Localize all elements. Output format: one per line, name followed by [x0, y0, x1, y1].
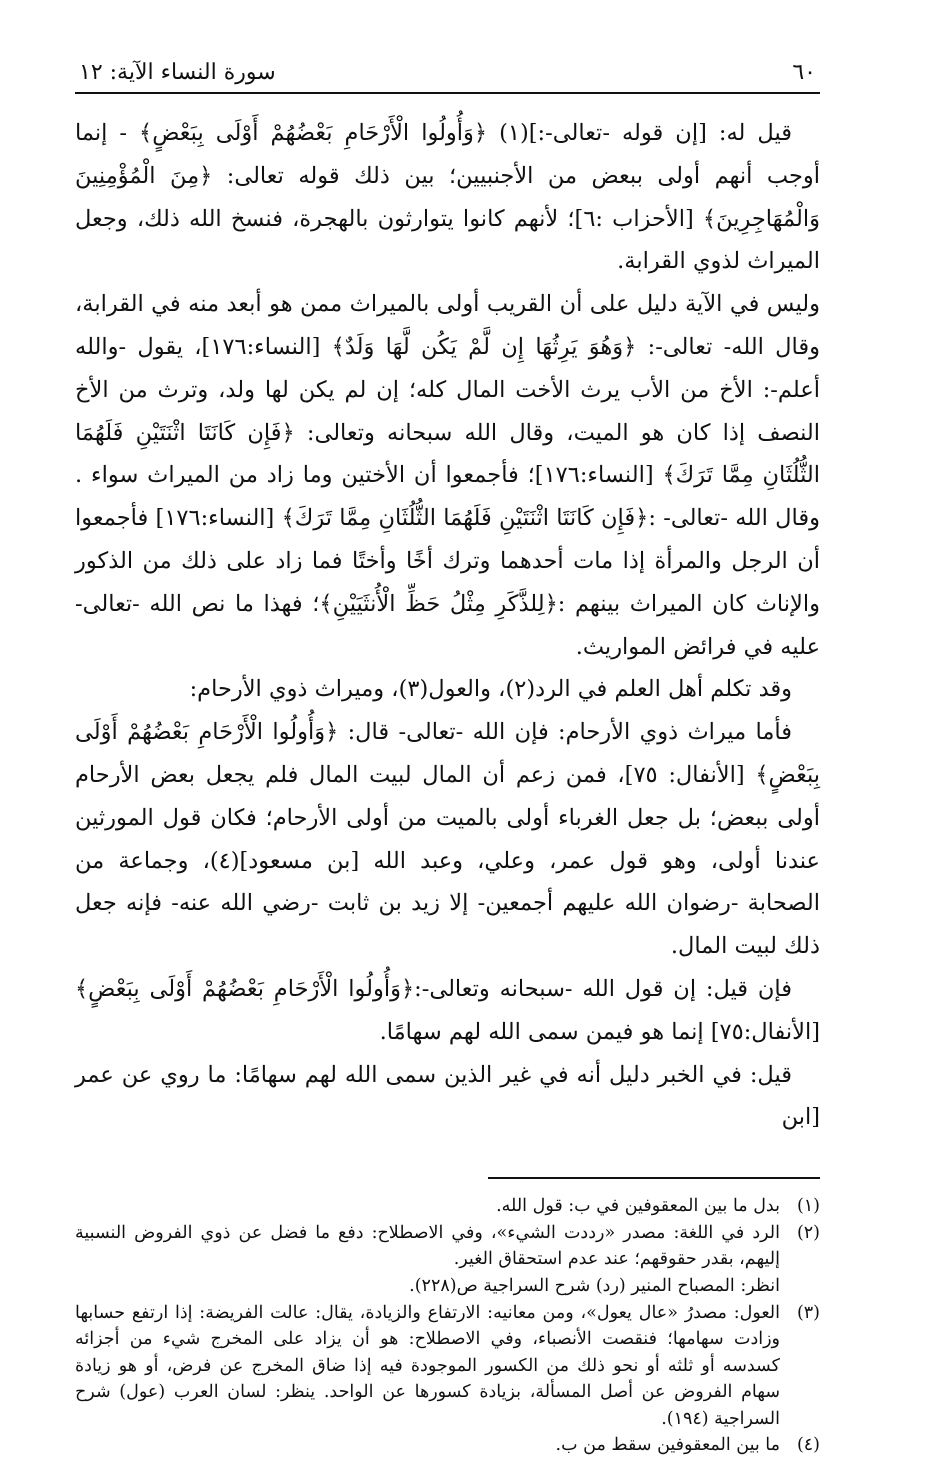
header-divider — [75, 92, 820, 94]
running-title: سورة النساء الآية: ١٢ — [79, 60, 276, 85]
footnote-line: الرد في اللغة: مصدر «رددت الشيء»، وفي الاصطلاح: دفع ما فضل عن ذوي الفروض النسبية إليهم، بقدر حقوقهم؛ عند عدم استحقاق الغير. — [75, 1222, 780, 1270]
footnote — [75, 1193, 820, 1220]
footnote-number: (١) — [796, 1196, 820, 1217]
main-text — [75, 112, 820, 1139]
paragraph: فأما ميراث ذوي الأرحام: فإن الله -تعالى- قال: ﴿وَأُولُوا الْأَرْحَامِ بَعْضُهُمْ أَوْلَى بِبَعْضٍ﴾ [الأنفال: ٧٥]، فمن زعم أن المال لبيت المال فلم يجعل بعض الأرحام أولى ببعض؛ بل جعل الغرباء أولى بالميت من أولى الأرحام؛ فكان قول المورثين عندنا أولى، وهو قول عمر، وعلي، وعبد الله [بن مسعود](٤)، وجماعة من الصحابة -رضوان الله عليهم أجمعين- إلا زيد بن ثابت -رضي الله عنه- فإنه جعل ذلك لبيت المال. — [75, 719, 820, 960]
footnote-number: (٤) — [796, 1435, 820, 1456]
footnote-text — [75, 1220, 780, 1300]
footnote-number: (٣) — [796, 1302, 820, 1323]
footnotes — [75, 1193, 820, 1459]
footnote-line: ما بين المعقوفين سقط من ب. — [555, 1435, 780, 1456]
footnote-number: (٢) — [796, 1222, 820, 1243]
paragraph: قيل: في الخبر دليل أنه في غير الذين سمى الله لهم سهامًا: ما روي عن عمر [ابن — [75, 1061, 820, 1131]
book-page — [75, 58, 820, 1459]
paragraph: فإن قيل: إن قول الله -سبحانه وتعالى-:﴿وَأُولُوا الْأَرْحَامِ بَعْضُهُمْ أَوْلَى بِبَعْضٍ﴾ [الأنفال:٧٥] إنما هو فيمن سمى الله لهم سهامًا. — [75, 975, 820, 1045]
footnote-line: انظر: المصباح المنير (رد) شرح السراجية ص(٢٢٨). — [409, 1275, 780, 1296]
paragraph: وقد تكلم أهل العلم في الرد(٢)، والعول(٣)، وميراث ذوي الأرحام: — [189, 676, 792, 703]
footnote-text — [75, 1432, 780, 1459]
footnote — [75, 1300, 820, 1433]
footnote-line: العول: مصدرُ «عال يعول»، ومن معانيه: الارتفاع والزيادة، يقال: عالت الفريضة: إذا ارتفع حسابها وزادت سهامها؛ فنقصت الأنصباء، وفي الاصطلاح: هو أن يزاد على المخرج شيء من أجزائه كسدسه أو ثلثه أو نحو ذلك من الكسور الموجودة فيه إذا ضاق المخرج عن فرض، أو هو زيادة سهام الفروض عن أصل المسألة، بزيادة كسورها عن الواحد. ينظر: لسان العرب (عول) شرح السراجية (١٩٤). — [75, 1302, 780, 1429]
footnote — [75, 1432, 820, 1459]
footnote-text — [75, 1300, 780, 1433]
page-header — [75, 58, 820, 88]
footnote-divider — [488, 1177, 820, 1179]
footnote — [75, 1220, 820, 1300]
page-number: ٦٠ — [792, 60, 816, 85]
footnote-line: بدل ما بين المعقوفين في ب: قول الله. — [496, 1196, 780, 1217]
paragraph: وليس في الآية دليل على أن القريب أولى بالميراث ممن هو أبعد منه في القرابة، وقال الله- تعالى-: ﴿وَهُوَ يَرِثُهَا إِن لَّمْ يَكُن لَّهَا وَلَدٌ﴾ [النساء:١٧٦]، يقول -والله أعلم-: الأخ من الأب يرث الأخت المال كله؛ إن لم يكن لها ولد، وترث من الأخ النصف إذا كان هو الميت، وقال الله سبحانه وتعالى: ﴿فَإِن كَانَتَا اثْنَتَيْنِ فَلَهُمَا الثُّلُثَانِ مِمَّا تَرَكَ﴾ [النساء:١٧٦]؛ فأجمعوا أن الأختين وما زاد من الميراث سواء . وقال الله -تعالى- :﴿فَإِن كَانَتَا اثْنَتَيْنِ فَلَهُمَا الثُّلُثَانِ مِمَّا تَرَكَ﴾ [النساء:١٧٦] فأجمعوا أن الرجل والمرأة إذا مات أحدهما وترك أخًا وأختًا فما زاد على ذلك من الذكور والإناث كان الميراث بينهم :﴿لِلذَّكَرِ مِثْلُ حَظِّ الْأُنثَيَيْنِ﴾؛ فهذا ما نص الله -تعالى- عليه في فرائض المواريث. — [75, 291, 820, 660]
paragraph: قيل له: [إن قوله -تعالى-:](١) ﴿وَأُولُوا الْأَرْحَامِ بَعْضُهُمْ أَوْلَى بِبَعْضٍ﴾ - إنما أوجب أنهم أولى ببعض من الأجنبيين؛ بين ذلك قوله تعالى: ﴿مِنَ الْمُؤْمِنِينَ وَالْمُهَاجِرِينَ﴾ [الأحزاب :٦]؛ لأنهم كانوا يتوارثون بالهجرة، فنسخ الله ذلك، وجعل الميراث لذوي القرابة. — [75, 120, 820, 275]
footnote-text — [75, 1193, 780, 1220]
